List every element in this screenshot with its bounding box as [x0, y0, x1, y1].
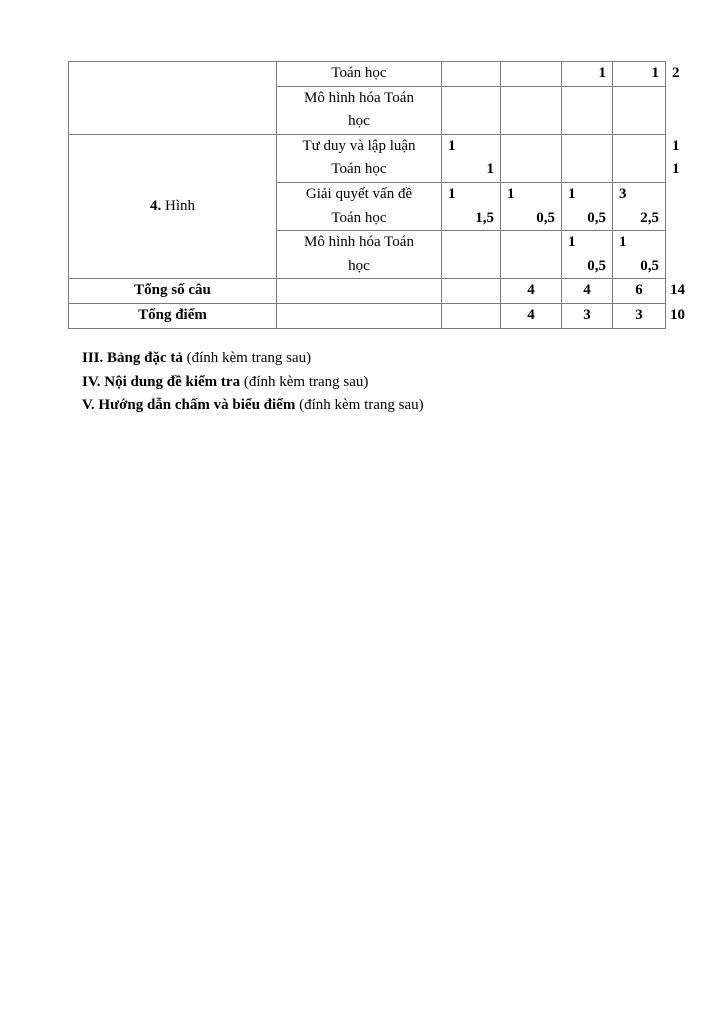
value-cell: [442, 62, 501, 87]
value-cell: [501, 62, 562, 87]
value-cell: 1 0,5: [562, 182, 613, 230]
table-row: 4. Hình Tư duy và lập luận Toán học 1 1 1 1: [69, 134, 666, 182]
total-value: 3: [562, 303, 613, 328]
competency-cell: Toán học: [277, 62, 442, 87]
note-item: III. Bảng đặc tả (đính kèm trang sau): [82, 350, 312, 366]
total-points-row: Tổng điểm 4 3 3 10: [69, 303, 666, 328]
value-cell: 1 1,5: [442, 182, 501, 230]
topic-cell: 4. Hình: [69, 134, 277, 279]
attachment-notes: [82, 347, 424, 418]
value-cell: 1 0,5: [613, 231, 666, 279]
total-questions-row: Tổng số câu 4 4 6 14: [69, 279, 666, 304]
total-value: 4: [501, 303, 562, 328]
competency-cell: Mô hình hóa Toán học: [277, 86, 442, 134]
total-points-label: Tổng điểm: [69, 303, 277, 328]
total-questions-label: Tổng số câu: [69, 279, 277, 304]
competency-cell: Tư duy và lập luận Toán học: [277, 134, 442, 182]
competency-cell: Mô hình hóa Toán học: [277, 231, 442, 279]
total-value: 3: [613, 303, 666, 328]
assessment-matrix-table: [68, 61, 685, 329]
total-value: 4: [562, 279, 613, 304]
value-cell: 3 2,5: [613, 182, 666, 230]
total-value: 6: [613, 279, 666, 304]
value-cell: 1: [562, 62, 613, 87]
note-item: V. Hướng dẫn chấm và biểu điểm (đính kèm trang sau): [82, 397, 424, 413]
table-row: Toán học 1 1 2: [69, 62, 666, 87]
note-item: IV. Nội dung đề kiểm tra (đính kèm trang sau): [82, 373, 369, 390]
competency-cell: Giải quyết vấn đề Toán học: [277, 182, 442, 230]
value-cell: 1: [613, 62, 666, 87]
topic-cell-continued: [69, 62, 277, 135]
value-cell: 1 0,5: [501, 182, 562, 230]
total-value: 4: [501, 279, 562, 304]
value-cell: 1 0,5: [562, 231, 613, 279]
value-cell: 1 1: [442, 134, 501, 182]
